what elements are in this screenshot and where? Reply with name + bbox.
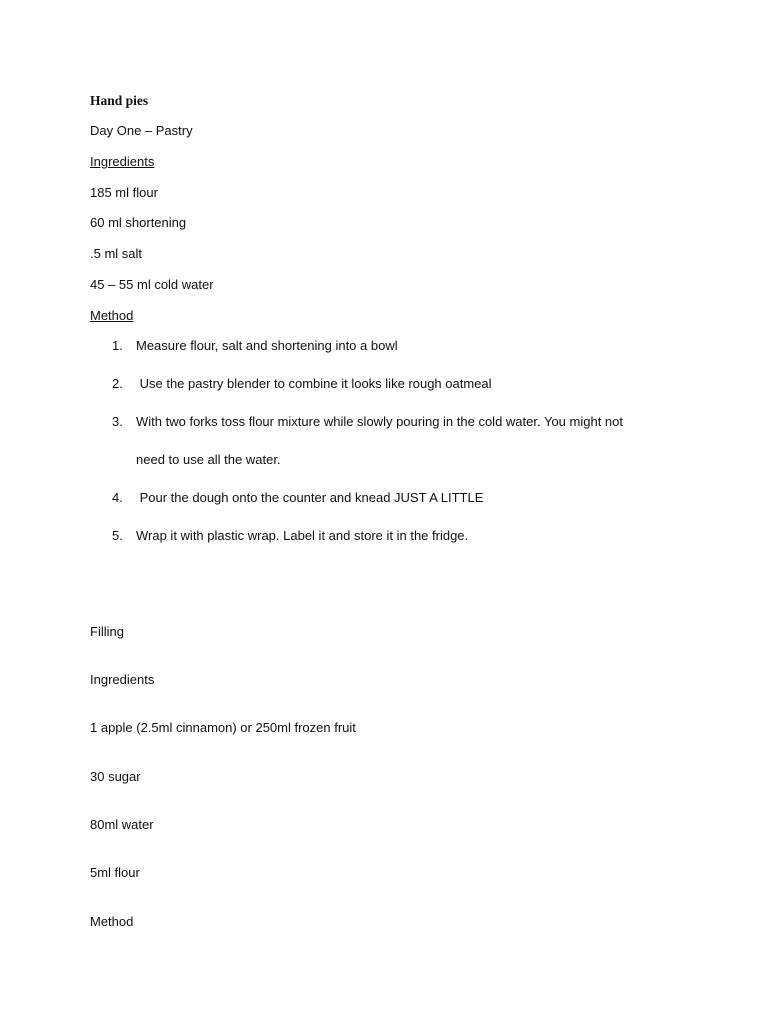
filling-ingredient-3: 80ml water xyxy=(90,817,154,832)
pastry-ingredient-2: 60 ml shortening xyxy=(90,215,187,230)
step-5-text: Wrap it with plastic wrap. Label it and store it in the fridge. xyxy=(136,528,469,543)
document-title: Hand pies xyxy=(90,93,149,108)
step-1-text: Measure flour, salt and shortening into a bowl xyxy=(136,338,398,353)
pastry-heading: Day One – Pastry xyxy=(90,123,193,138)
step-2-number: 2. xyxy=(112,376,123,391)
step-2-text: Use the pastry blender to combine it looks like rough oatmeal xyxy=(136,376,492,391)
pastry-ingredient-3: .5 ml salt xyxy=(90,246,143,261)
step-1-number: 1. xyxy=(112,338,123,353)
filling-ingredient-2: 30 sugar xyxy=(90,769,141,784)
pastry-method-label: Method xyxy=(90,308,134,323)
pastry-ingredient-1: 185 ml flour xyxy=(90,185,158,200)
step-3-text: With two forks toss flour mixture while slowly pouring in the cold water. You might not xyxy=(136,414,623,429)
pastry-ingredient-4: 45 – 55 ml cold water xyxy=(90,277,214,292)
filling-method-label: Method xyxy=(90,914,134,929)
filling-ingredients-label: Ingredients xyxy=(90,672,155,687)
step-4-number: 4. xyxy=(112,490,123,505)
step-3-text-continued: need to use all the water. xyxy=(136,452,281,467)
step-4-text: Pour the dough onto the counter and knead JUST A LITTLE xyxy=(136,490,484,505)
filling-ingredient-4: 5ml flour xyxy=(90,865,140,880)
filling-heading: Filling xyxy=(90,624,124,639)
filling-ingredient-1: 1 apple (2.5ml cinnamon) or 250ml frozen fruit xyxy=(90,720,356,735)
step-5-number: 5. xyxy=(112,528,123,543)
step-3-number: 3. xyxy=(112,414,123,429)
pastry-ingredients-label: Ingredients xyxy=(90,154,155,169)
